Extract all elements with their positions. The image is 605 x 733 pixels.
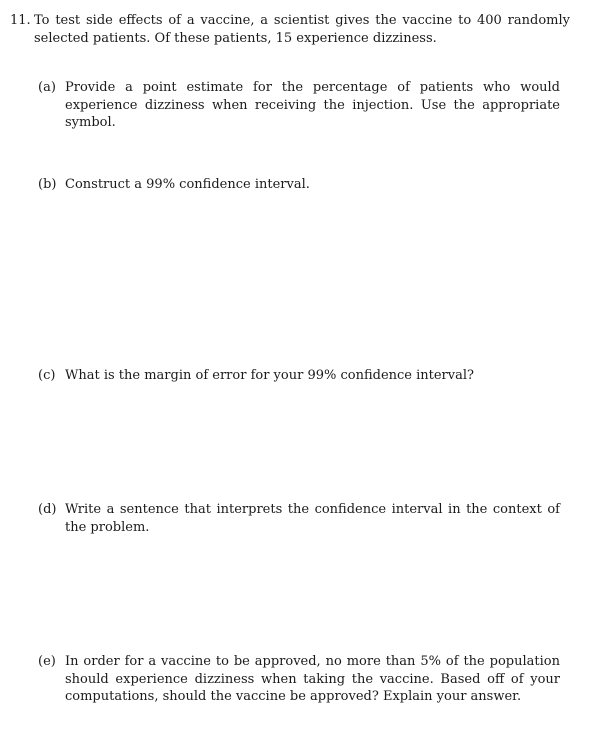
part-text-e: In order for a vaccine to be approved, no more than 5% of the population should experience dizziness when taking the vaccine. Based off of your computations, should the vaccine be approved? Explain your answer.	[65, 654, 560, 704]
part-text-b: Construct a 99% confidence interval.	[65, 177, 310, 192]
part-label-d: (d)	[38, 502, 57, 517]
part-text-d: Write a sentence that interprets the confidence interval in the context of the problem.	[65, 502, 560, 535]
question-part-c	[38, 367, 560, 385]
problem-statement	[10, 12, 570, 47]
question-part-d	[38, 501, 560, 536]
question-part-e	[38, 653, 560, 706]
problem-text: To test side effects of a vaccine, a scientist gives the vaccine to 400 randomly selected patients. Of these patients, 15 experience dizziness.	[34, 13, 570, 46]
problem-number: 11.	[10, 13, 31, 28]
part-label-a: (a)	[38, 80, 56, 95]
part-label-b: (b)	[38, 177, 57, 192]
question-part-b	[38, 176, 560, 194]
part-label-e: (e)	[38, 654, 56, 669]
part-text-a: Provide a point estimate for the percentage of patients who would experience dizziness when receiving the injection. Use the appropriate symbol.	[65, 80, 560, 130]
question-part-a	[38, 79, 560, 132]
part-text-c: What is the margin of error for your 99% confidence interval?	[65, 368, 474, 383]
part-label-c: (c)	[38, 368, 56, 383]
